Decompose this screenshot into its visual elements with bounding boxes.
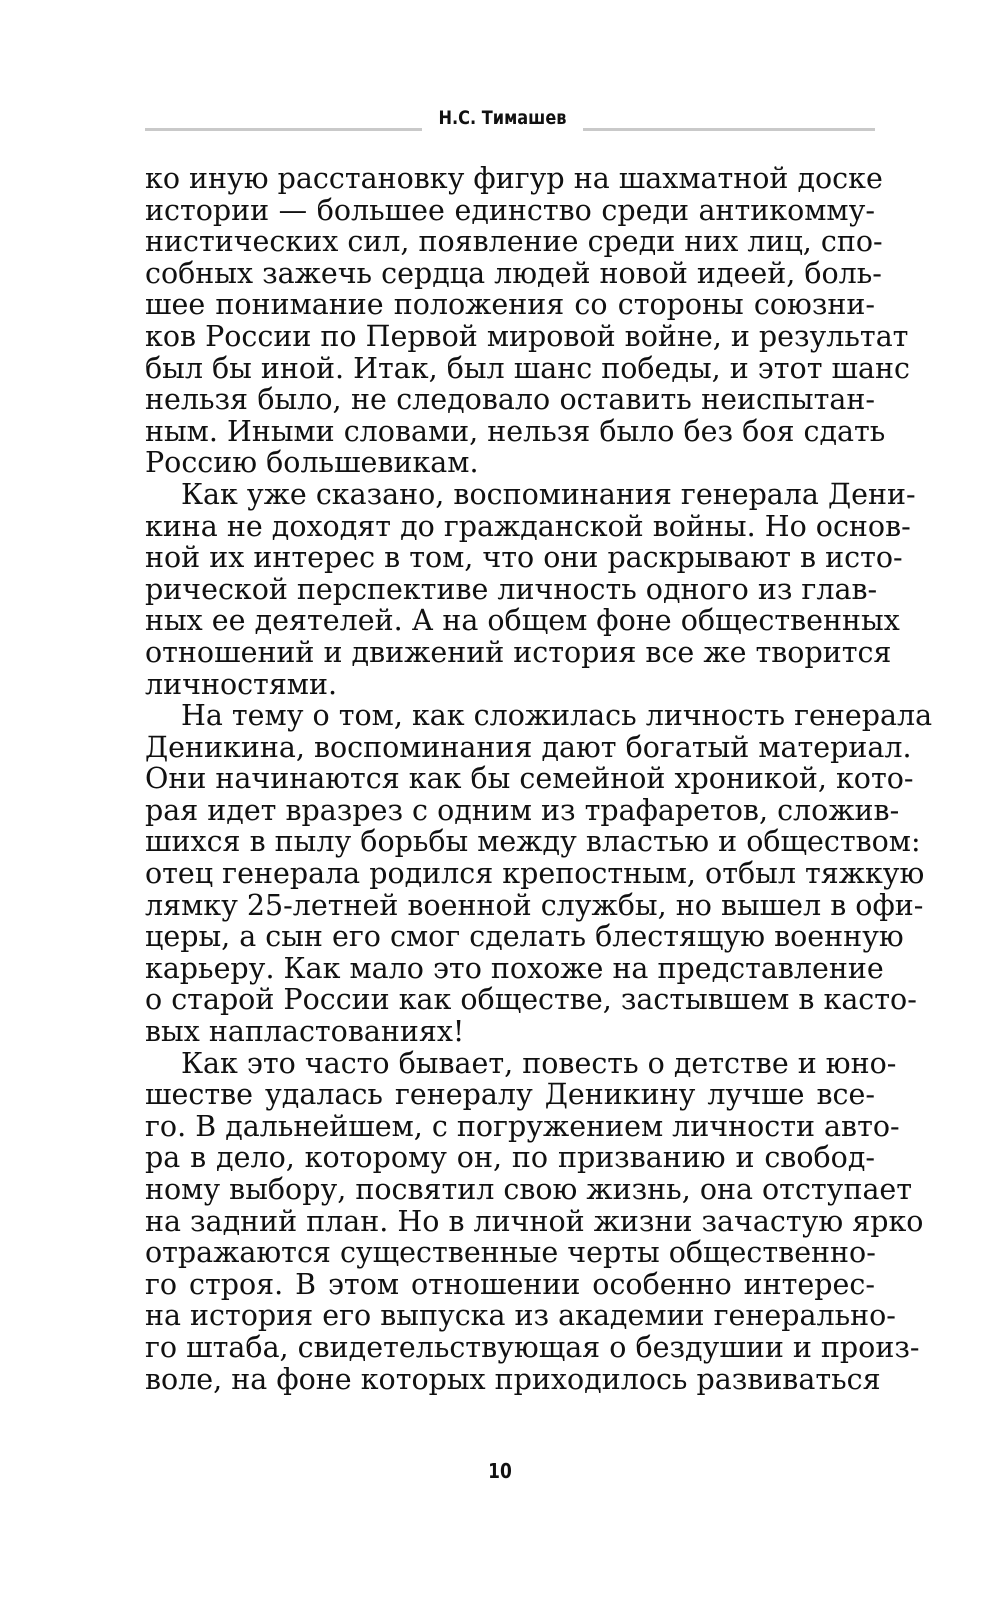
- text-line: был бы иной. Итак, был шанс победы, и этот шанс: [145, 351, 910, 385]
- running-head: Н.С. Тимашев: [438, 107, 567, 129]
- text-line: собных зажечь сердца людей новой идеей, боль-: [145, 256, 882, 290]
- text-line: воле, на фоне которых приходилось развиваться: [145, 1362, 881, 1396]
- paragraph: [145, 477, 916, 701]
- text-line: отражаются существенные черты общественно-: [145, 1236, 876, 1270]
- text-line: нельзя было, не следовало оставить неиспытан-: [145, 383, 875, 417]
- text-line: личностями.: [145, 667, 338, 701]
- text-line: ков России по Первой мировой войне, и результат: [145, 319, 909, 353]
- paragraph: [145, 162, 910, 480]
- text-line: ному выбору, посвятил свою жизнь, она отступает: [145, 1173, 913, 1206]
- text-line: го штаба, свидетельствующая о бездушии и произ-: [145, 1330, 920, 1364]
- text-line: рая идет вразрез с одним из трафаретов, сложив-: [145, 793, 900, 827]
- paragraph: [145, 699, 933, 1049]
- text-line: на история его выпуска из академии генерально-: [145, 1299, 896, 1333]
- text-line: шестве удалась генералу Деникину лучше все-: [145, 1078, 875, 1112]
- text-line: го строя. В этом отношении особенно интерес-: [145, 1267, 875, 1301]
- text-line: го. В дальнейшем, с погружением личности авто-: [145, 1109, 900, 1143]
- text-line: церы, а сын его смог сделать блестящую военную: [145, 920, 904, 954]
- text-line: Они начинаются как бы семейной хроникой, кото-: [145, 762, 914, 796]
- text-line: о старой России как обществе, застывшем в касто-: [145, 983, 917, 1017]
- body-text: [145, 162, 933, 1396]
- text-line: ной их интерес в том, что они раскрывают в исто-: [145, 541, 903, 575]
- text-line: ным. Иными словами, нельзя было без боя сдать: [145, 414, 886, 448]
- text-line: ко иную расстановку фигур на шахматной доске: [145, 162, 883, 195]
- header-rule-left: [145, 128, 422, 131]
- text-line: Россию большевикам.: [145, 446, 479, 480]
- page-header: [145, 105, 875, 135]
- text-line: На тему о том, как сложилась личность генерала: [181, 699, 933, 733]
- text-line: шее понимание положения со стороны союзни-: [145, 288, 875, 322]
- header-rule-right: [583, 128, 875, 131]
- text-line: вых напластованиях!: [145, 1015, 465, 1049]
- text-line: лямку 25-летней военной службы, но вышел в офи-: [145, 888, 924, 922]
- text-line: рической перспективе личность одного из глав-: [145, 572, 878, 606]
- text-line: отношений и движений история все же творится: [145, 635, 892, 669]
- text-line: карьеру. Как мало это похоже на представление: [145, 951, 884, 985]
- text-line: кина не доходят до гражданской войны. Но основ-: [145, 509, 911, 543]
- text-line: шихся в пылу борьбы между властью и обществом:: [145, 825, 921, 859]
- text-line: нистических сил, появление среди них лиц, спо-: [145, 225, 883, 259]
- text-line: Как уже сказано, воспоминания генерала Дени-: [181, 477, 916, 511]
- page-number: 10: [488, 1459, 512, 1483]
- text-line: Как это часто бывает, повесть о детстве и юно-: [181, 1046, 897, 1080]
- text-line: Деникина, воспоминания дают богатый материал.: [145, 730, 912, 764]
- text-line: на задний план. Но в личной жизни зачастую ярко: [145, 1204, 924, 1238]
- text-line: отец генерала родился крепостным, отбыл тяжкую: [145, 857, 925, 891]
- text-line: истории — большее единство среди антикомму-: [145, 193, 875, 227]
- text-line: ных ее деятелей. А на общем фоне общественных: [145, 604, 900, 638]
- text-line: ра в дело, которому он, по призванию и свобод-: [145, 1141, 875, 1175]
- paragraph: [145, 1046, 924, 1396]
